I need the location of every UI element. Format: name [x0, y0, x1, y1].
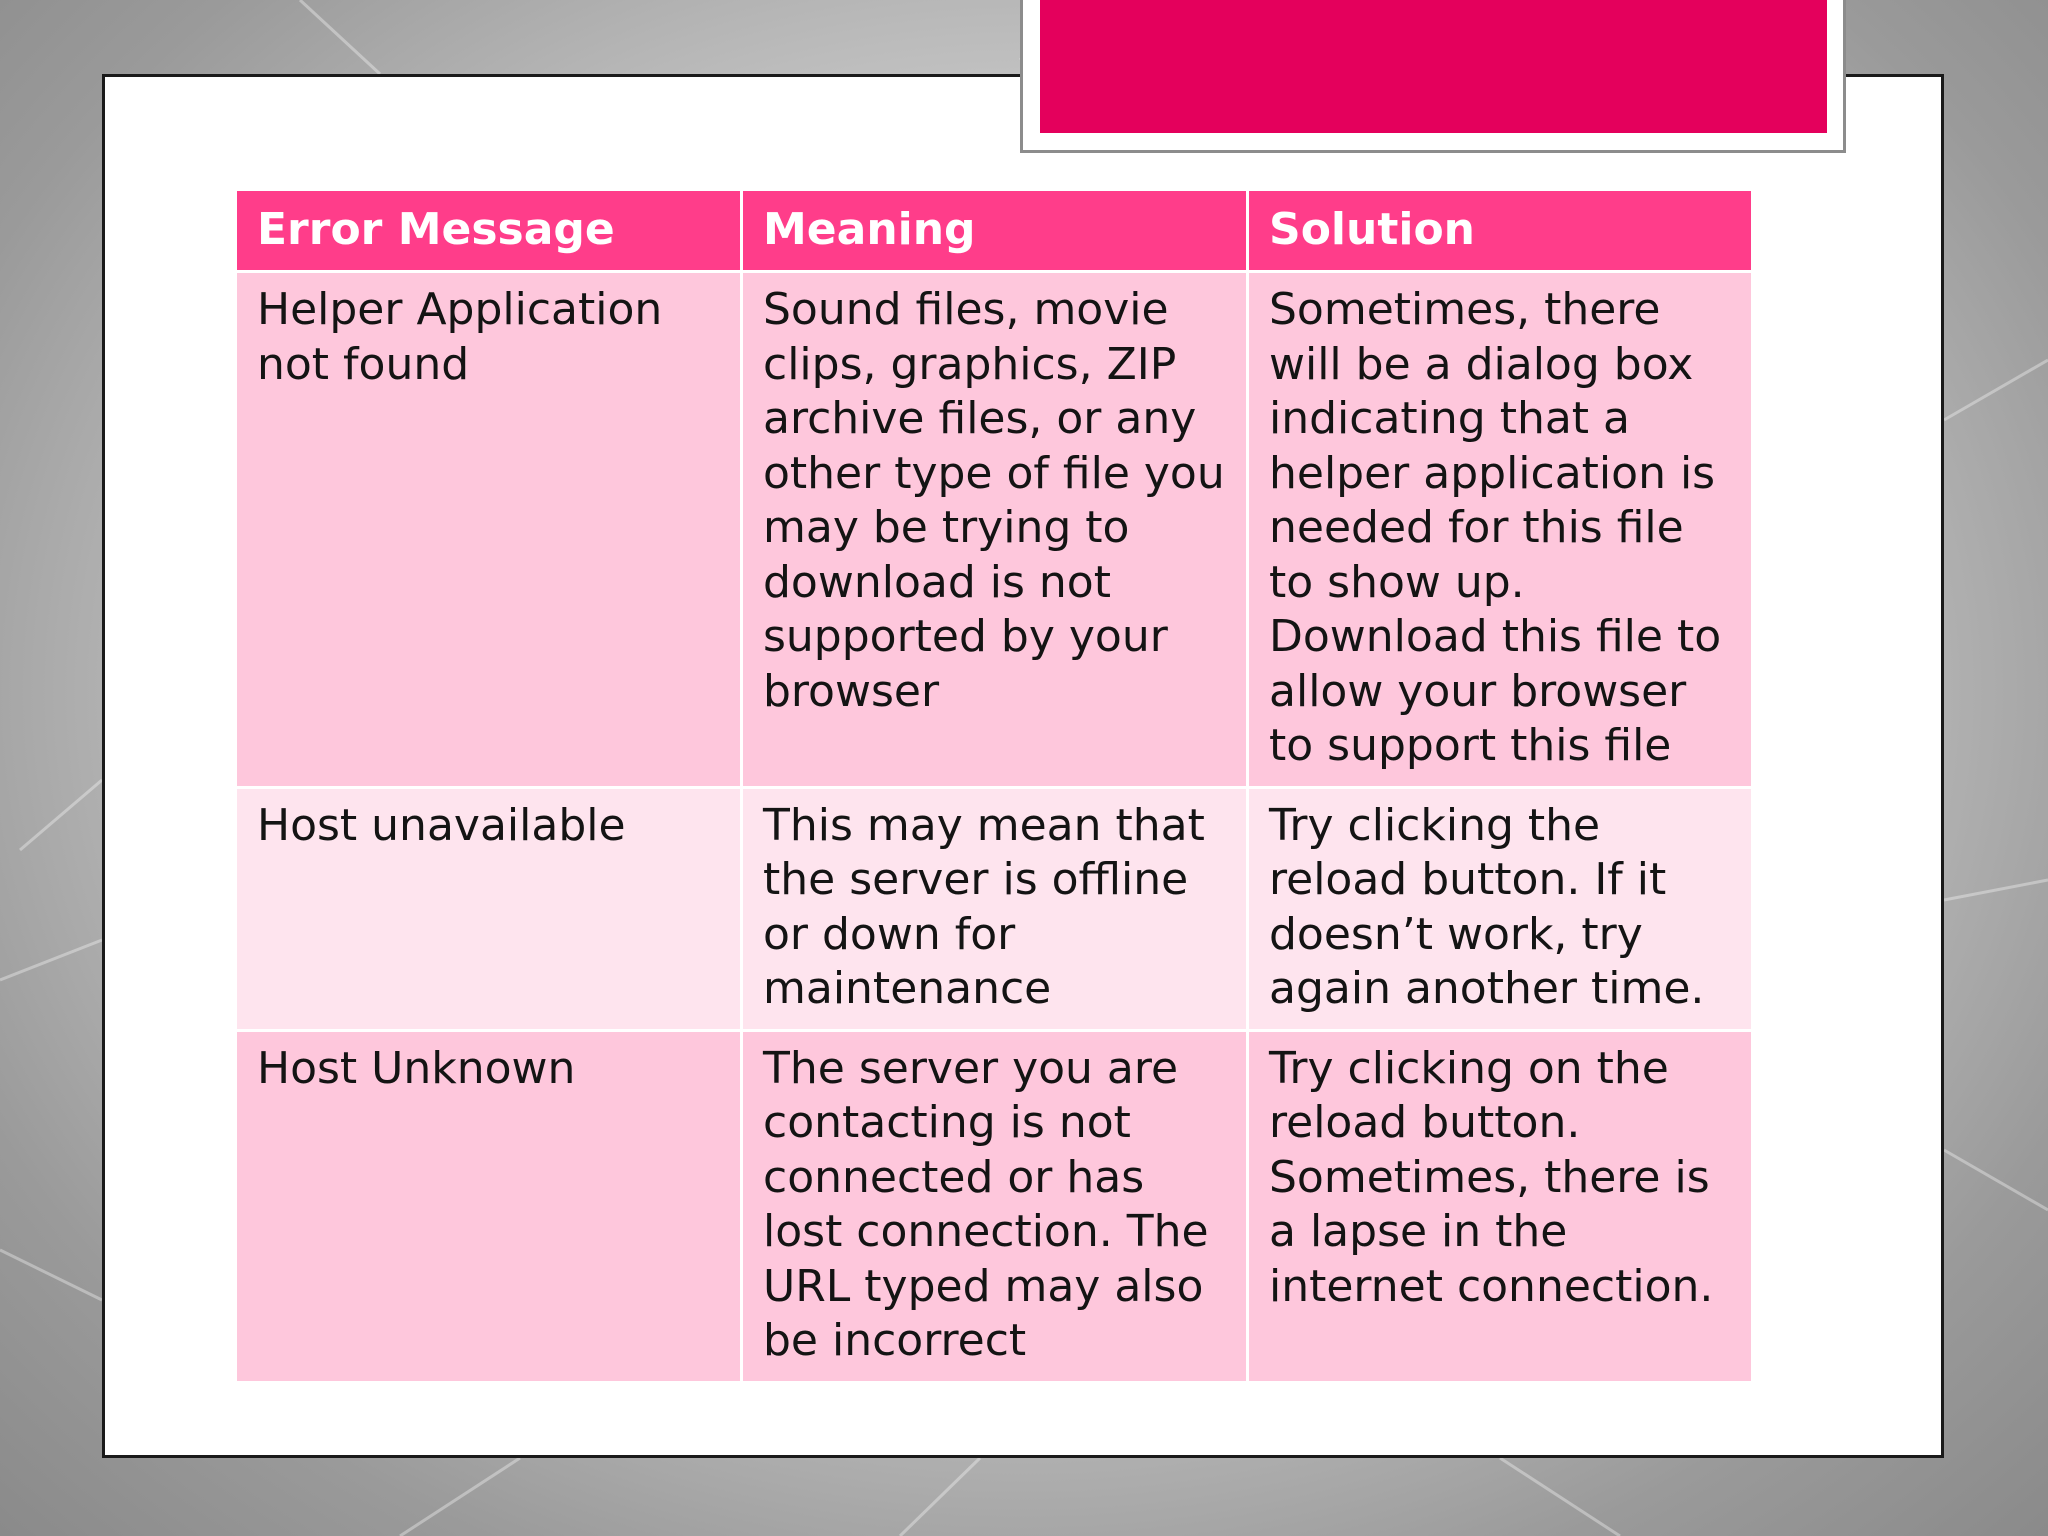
table-row [236, 272, 1753, 788]
table-header-row [236, 190, 1753, 272]
header-meaning: Meaning [742, 190, 1248, 272]
cell-error-message: Host unavailable [236, 787, 742, 1030]
cell-error-message: Helper Application not found [236, 272, 742, 788]
cell-meaning: This may mean that the server is offline or down for maintenance [742, 787, 1248, 1030]
table-row [236, 1030, 1753, 1382]
cell-meaning: Sound files, movie clips, graphics, ZIP archive files, or any other type of file you may be trying to download is not supported by your browser [742, 272, 1248, 788]
header-solution: Solution [1248, 190, 1753, 272]
title-accent-bar [1040, 0, 1827, 133]
cell-solution: Try clicking the reload button. If it doesn’t work, try again another time. [1248, 787, 1753, 1030]
table-row [236, 787, 1753, 1030]
cell-solution: Sometimes, there will be a dialog box indicating that a helper application is needed for this file to show up. Download this file to allow your browser to support this file [1248, 272, 1753, 788]
cell-meaning: The server you are contacting is not connected or has lost connection. The URL typed may also be incorrect [742, 1030, 1248, 1382]
cell-solution: Try clicking on the reload button. Sometimes, there is a lapse in the internet connection. [1248, 1030, 1753, 1382]
header-error-message: Error Message [236, 190, 742, 272]
error-table-container [234, 188, 1751, 1384]
cell-error-message: Host Unknown [236, 1030, 742, 1382]
error-table [234, 188, 1754, 1384]
